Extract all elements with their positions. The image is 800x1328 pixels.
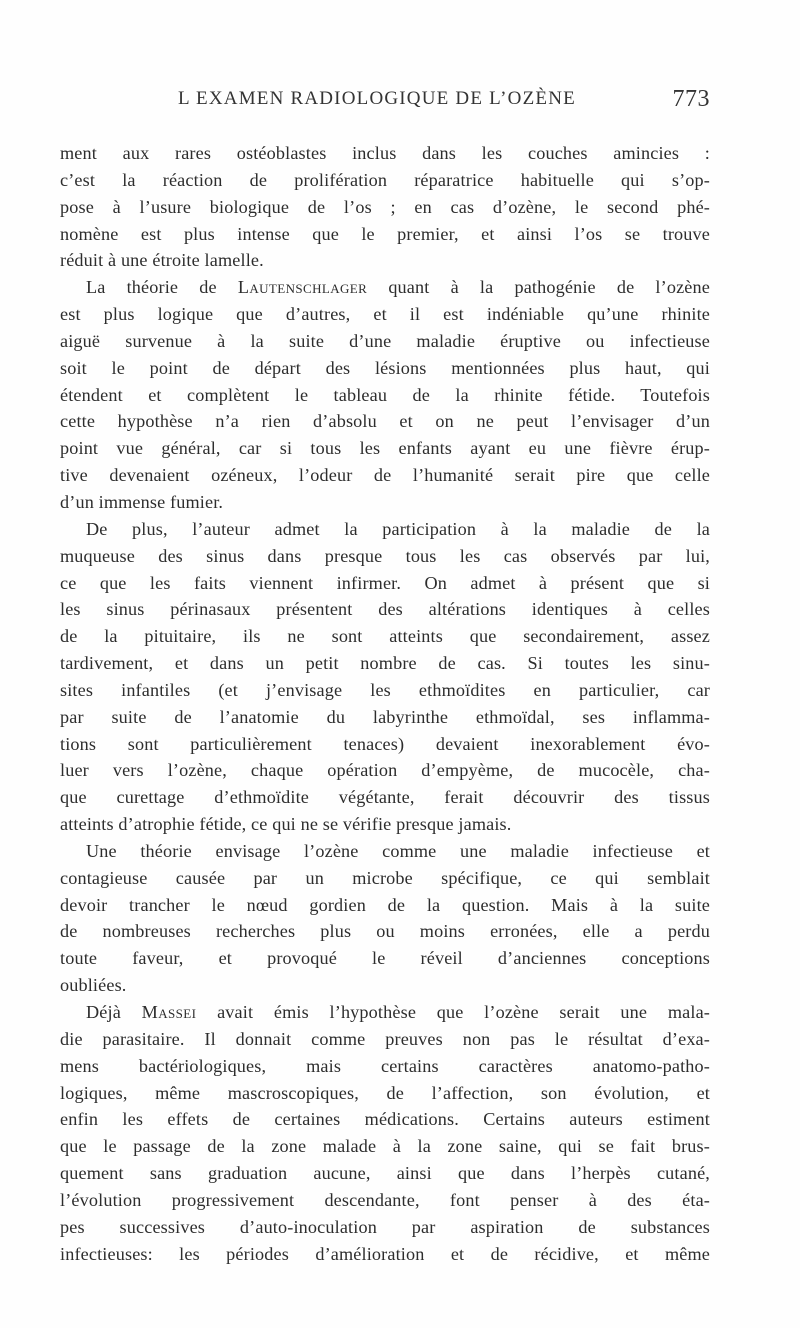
text-line: point vue général, car si tous les enfants ayant eu une fièvre érup- [60,438,710,459]
text-line: toute faveur, et provoqué le réveil d’anciennes conceptions [60,948,710,969]
text-line: nomène est plus intense que le premier, et ainsi l’os se trouve [60,223,710,244]
text-line: quement sans graduation aucune, ainsi que dans l’herpès cutané, [60,1163,710,1184]
text-line: oubliées. [60,975,127,996]
text-line: de nombreuses recherches plus ou moins erronées, elle a perdu [60,921,710,942]
text-line: d’un immense fumier. [60,491,224,512]
text-line: ce que les faits viennent infirmer. On admet à présent que si [60,572,710,593]
text-line: c’est la réaction de prolifération réparatrice habituelle qui s’op- [60,169,710,190]
text-line: mens bactériologiques, mais certains caractères anatomo-patho- [60,1055,710,1076]
running-head [60,88,710,128]
text-line: die parasitaire. Il donnait comme preuves non pas le résultat d’exa- [60,1028,710,1049]
text-line: logiques, même mascroscopiques, de l’affection, son évolution, et [60,1082,710,1103]
text-line: réduit à une étroite lamelle. [60,250,264,271]
text-line: devoir trancher le nœud gordien de la question. Mais à la suite [60,894,710,915]
paragraph-start-line: Une théorie envisage l’ozène comme une maladie infectieuse et [86,840,710,861]
text-line: soit le point de départ des lésions mentionnées plus haut, qui [60,357,710,378]
text-line: tive devenaient ozéneux, l’odeur de l’humanité serait pire que celle [60,465,710,486]
text-line: contagieuse causée par un microbe spécifique, ce qui semblait [60,867,710,888]
text-line: enfin les effets de certaines médications. Certains auteurs estiment [60,1109,710,1130]
body-text [60,140,710,1267]
running-title: L EXAMEN RADIOLOGIQUE DE L’OZÈNE [178,88,576,109]
text-line: aiguë survenue à la suite d’une maladie éruptive ou infectieuse [60,330,710,351]
paragraph-start-line: Déjà Massei avait émis l’hypothèse que l’ozène serait une mala- [86,1002,711,1022]
text-line: l’évolution progressivement descendante, font penser à des éta- [60,1189,710,1210]
text-line: cette hypothèse n’a rien d’absolu et on ne peut l’envisager d’un [60,411,710,432]
text-line: atteints d’atrophie fétide, ce qui ne se vérifie presque jamais. [60,814,512,835]
text-line: étendent et complètent le tableau de la rhinite fétide. Toutefois [60,384,710,405]
paragraph-start-line: La théorie de Lautenschlager quant à la pathogénie de l’ozène [86,277,710,298]
text-line: pose à l’usure biologique de l’os ; en cas d’ozène, le second phé- [60,196,710,217]
page-number: 773 [672,86,710,112]
text-line: que le passage de la zone malade à la zone saine, qui se fait brus- [60,1136,710,1157]
author-name: Massei [141,1002,197,1022]
text-line: sites infantiles (et j’envisage les ethmoïdites en particulier, car [60,679,710,700]
author-name: Lautenschlager [237,277,368,298]
text-line: par suite de l’anatomie du labyrinthe ethmoïdal, ses inflamma- [60,706,710,727]
text-line: est plus logique que d’autres, et il est indéniable qu’une rhinite [60,304,710,325]
paragraph-start-line: De plus, l’auteur admet la participation à la maladie de la [86,518,710,539]
text-line: ment aux rares ostéoblastes inclus dans les couches amincies : [60,143,710,163]
text-line: muqueuse des sinus dans presque tous les cas observés par lui, [60,545,710,566]
text-line: de la pituitaire, ils ne sont atteints que secondairement, assez [60,626,710,647]
text-line: tions sont particulièrement tenaces) devaient inexorablement évo- [60,733,710,754]
text-line: luer vers l’ozène, chaque opération d’empyème, de mucocèle, cha- [60,760,710,781]
text-line: pes successives d’auto-inoculation par aspiration de substances [60,1216,710,1237]
text-line: que curettage d’ethmoïdite végétante, ferait découvrir des tissus [60,787,710,808]
text-line: les sinus périnasaux présentent des altérations identiques à celles [60,599,710,620]
text-line: tardivement, et dans un petit nombre de cas. Si toutes les sinu- [60,653,710,674]
text-line: infectieuses: les périodes d’amélioration et de récidive, et même [60,1243,710,1264]
